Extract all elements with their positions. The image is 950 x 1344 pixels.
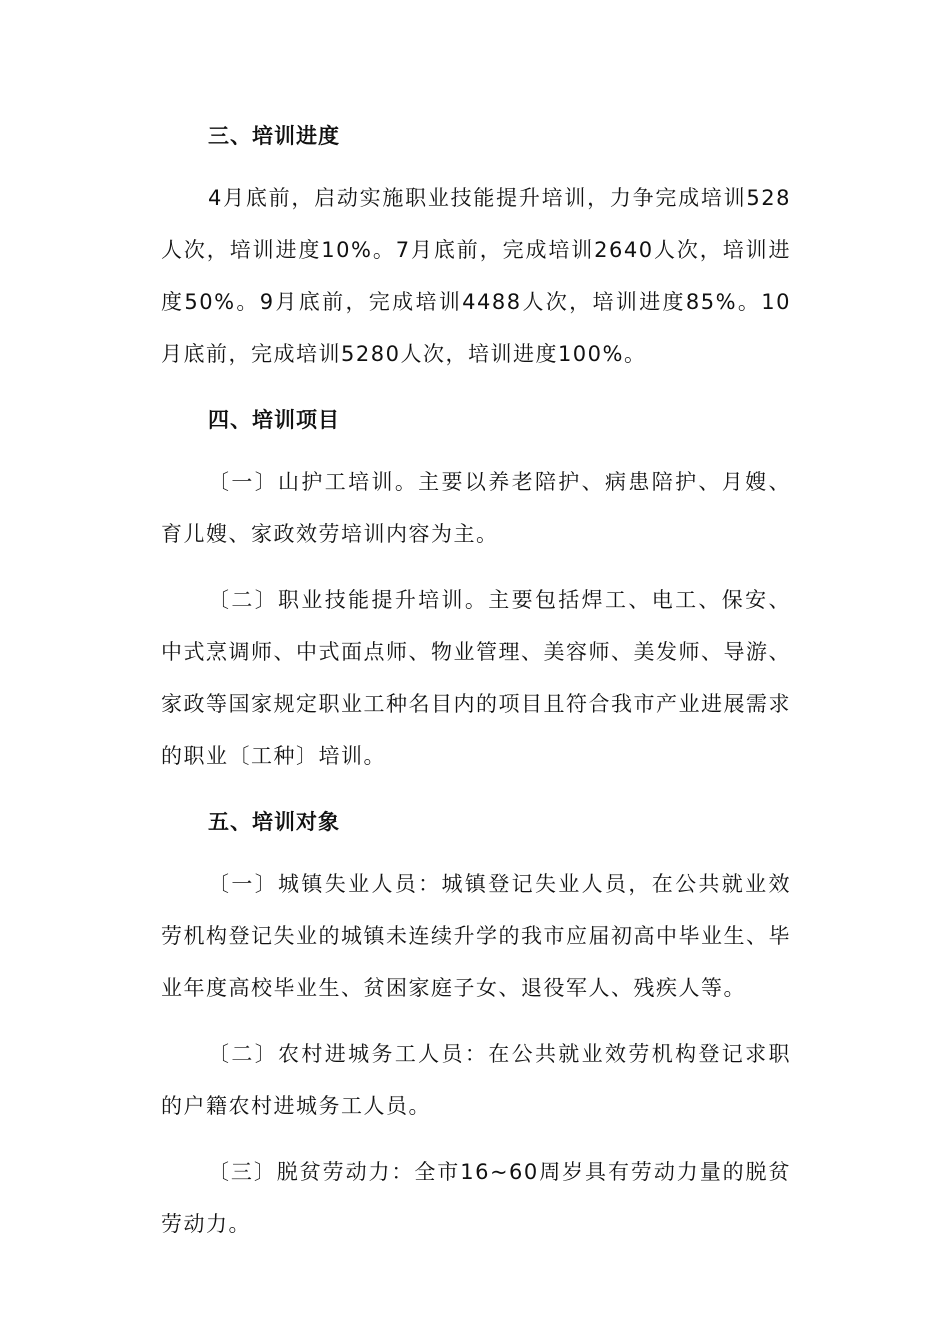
paragraph: 〔三〕脱贫劳动力：全市16~60周岁具有劳动力量的脱贫劳动力。 bbox=[161, 1160, 791, 1236]
paragraph: 〔二〕职业技能提升培训。主要包括焊工、电工、保安、中式烹调师、中式面点师、物业管理、美容师、美发师、导游、家政等国家规定职业工种名目内的项目且符合我市产业进展需求的职业〔工种〕培训。 bbox=[161, 588, 791, 768]
paragraph: 〔二〕农村进城务工人员：在公共就业效劳机构登记求职的户籍农村进城务工人员。 bbox=[161, 1042, 791, 1118]
section-heading: 四、培训项目 bbox=[208, 408, 340, 432]
section-heading: 三、培训进度 bbox=[208, 124, 340, 148]
paragraph: 4月底前，启动实施职业技能提升培训，力争完成培训528人次，培训进度10%。7月底前，完成培训2640人次，培训进度50%。9月底前，完成培训4488人次，培训进度85%。10月底前，完成培训5280人次，培训进度100%。 bbox=[161, 186, 791, 366]
paragraph: 〔一〕山护工培训。主要以养老陪护、病患陪护、月嫂、育儿嫂、家政效劳培训内容为主。 bbox=[161, 470, 791, 546]
section-training-targets bbox=[161, 796, 791, 1250]
section-training-projects bbox=[161, 394, 791, 782]
section-training-progress bbox=[161, 110, 791, 380]
section-heading: 五、培训对象 bbox=[208, 810, 340, 834]
paragraph: 〔一〕城镇失业人员：城镇登记失业人员，在公共就业效劳机构登记失业的城镇未连续升学的我市应届初高中毕业生、毕业年度高校毕业生、贫困家庭子女、退役军人、残疾人等。 bbox=[161, 872, 791, 1000]
document-page bbox=[161, 110, 791, 1264]
